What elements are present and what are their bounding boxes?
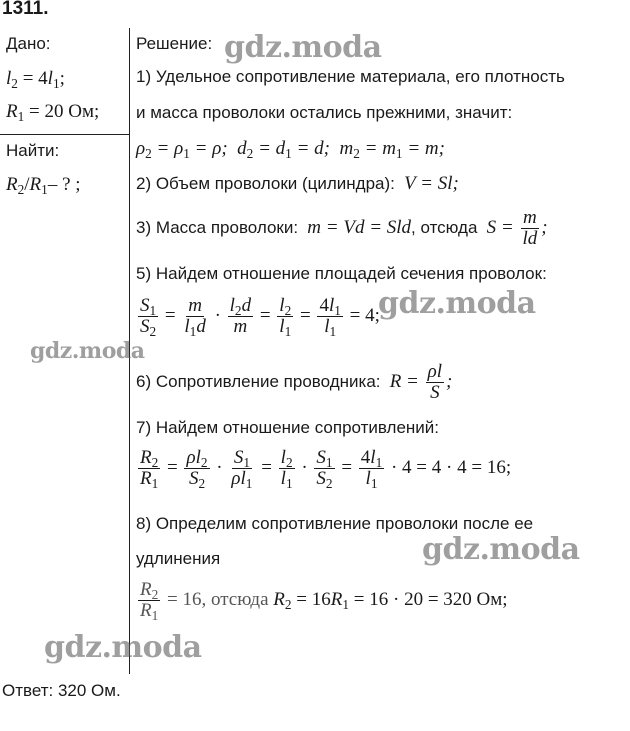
step3-mid: , отсюда [411,217,478,237]
problem-number: 1311. [2,0,49,19]
watermark: gdz.moda [378,286,536,321]
step7-equation: $\frac{R_2}{R_1}$ = $\frac{\rho l_2}{S_2}$ · $\frac{S_1}{\rho l_1}$ = $\frac{l_2}{l_1}$ · $\frac{S_1}{S_2}$ = $\frac{4l_1}{l_1}$ · 4 = 4 · 4 = 16; [140,447,512,491]
step2 [136,173,459,195]
step8-equation: $\frac{R_2}{R_1}$ = 16, отсюда $R_2 = 16R_1 = 16 \cdot 20 = 320$ Ом; [140,579,508,623]
watermark: gdz.moda [44,630,202,665]
step3-equation: m = Vd = Sld [302,216,412,238]
step3-text: 3) Масса проволоки: [136,217,299,237]
watermark: gdz.moda [422,532,580,567]
step3 [136,208,548,249]
find-label: Найти: [6,141,60,160]
find-line-1: $R_2/R_1-$ ? ; [6,174,81,197]
step2-text: 2) Объем проволоки (цилиндра): [136,174,395,193]
watermark: gdz.moda [30,338,145,364]
step3-equation-2: S = $\frac{m}{ld}$ ; [481,207,548,249]
step5-equation: $\frac{S_1}{S_2}$ = $\frac{m}{l_1d}$ · $\frac{l_2d}{m}$ = $\frac{l_2}{l_1}$ = $\frac{4l_1}{l_1}$ = 4; [140,295,380,339]
step5-text: 5) Найдем отношение площадей сечения проволок: [136,264,547,283]
step6-equation: R = $\frac{\rho l}{S}$ ; [384,361,453,403]
step1-equation: $\rho_2 = \rho_1 = \rho$; $d_2 = d_1 = d$; $m_2 = m_1 = m$; [136,138,445,161]
step6 [136,362,452,403]
given-line-2: $R_1 = 20$ Ом; [6,101,100,124]
given-label: Дано: [6,34,51,53]
step8-text-b: удлинения [136,549,221,568]
watermark: gdz.moda [224,30,382,65]
answer: Ответ: 320 Ом. [2,681,121,700]
step6-text: 6) Сопротивление проводника: [136,371,381,391]
step1-text-a: 1) Удельное сопротивление материала, его плотность [136,67,565,86]
step7-text: 7) Найдем отношение сопротивлений: [136,418,440,437]
given-divider [0,134,129,135]
given-line-1: $l_2 = 4l_1$; [6,68,65,91]
step1-text-b: и масса проволоки остались прежними, значит: [136,103,513,122]
solution-label: Решение: [136,34,213,53]
step2-equation: V = Sl; [399,173,459,194]
step8-text-a: 8) Определим сопротивление проволоки после ее [136,514,534,533]
